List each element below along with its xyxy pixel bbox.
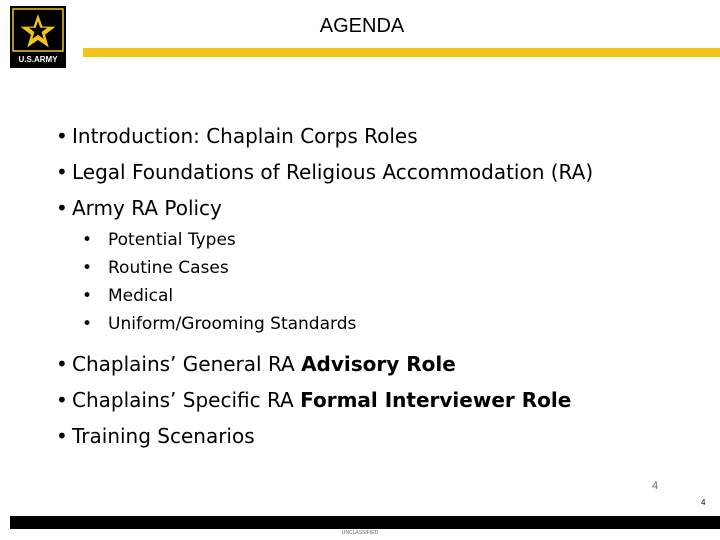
sub-item-uniform-grooming xyxy=(56,310,696,338)
agenda-item-emphasis: Formal Interviewer Role xyxy=(300,388,572,412)
bullet: • xyxy=(56,424,68,448)
bullet: • xyxy=(82,314,93,334)
bullet: • xyxy=(56,160,68,184)
agenda-item-text: Introduction: Chaplain Corps Roles xyxy=(72,124,418,148)
bullet: • xyxy=(56,352,68,376)
agenda-item-text: Training Scenarios xyxy=(72,424,255,448)
footer-black-bar xyxy=(10,516,720,529)
agenda-item-text: Army RA Policy xyxy=(72,196,222,220)
agenda-item-introduction xyxy=(56,118,696,154)
bullet: • xyxy=(56,124,68,148)
agenda-item-text xyxy=(72,346,456,382)
header-gold-bar xyxy=(83,48,720,57)
agenda-item-text xyxy=(72,382,571,418)
logo-text: U.S.ARMY xyxy=(18,55,58,64)
agenda-item-advisory-role xyxy=(56,346,696,382)
agenda-item-prefix: Chaplains’ Specific RA xyxy=(72,388,301,412)
sub-item-text: Routine Cases xyxy=(108,258,229,278)
page-number: 4 xyxy=(652,480,659,492)
us-army-logo xyxy=(10,6,66,68)
sub-item-potential-types xyxy=(56,226,696,254)
agenda-item-text: Legal Foundations of Religious Accommodation (RA) xyxy=(72,160,594,184)
sub-item-text: Potential Types xyxy=(108,230,236,250)
agenda-item-interviewer-role xyxy=(56,382,696,418)
agenda-item-legal-foundations xyxy=(56,154,696,190)
bullet: • xyxy=(56,388,68,412)
slide-title: AGENDA xyxy=(319,15,405,37)
agenda-item-prefix: Chaplains’ General RA xyxy=(72,352,302,376)
agenda-item-training-scenarios xyxy=(56,418,696,454)
bullet: • xyxy=(82,230,93,250)
agenda-list xyxy=(56,118,696,454)
sub-item-routine-cases xyxy=(56,254,696,282)
sub-item-text: Uniform/Grooming Standards xyxy=(108,314,357,334)
bullet: • xyxy=(82,258,93,278)
agenda-item-army-ra-policy xyxy=(56,190,696,226)
bullet: • xyxy=(56,196,68,220)
bullet: • xyxy=(82,286,93,306)
agenda-item-emphasis: Advisory Role xyxy=(301,352,456,376)
policy-sub-list xyxy=(56,226,696,338)
sub-item-text: Medical xyxy=(108,286,174,306)
classification-label: UNCLASSIFIED xyxy=(341,530,379,536)
corner-page-mark: 4 xyxy=(701,498,706,507)
sub-item-medical xyxy=(56,282,696,310)
